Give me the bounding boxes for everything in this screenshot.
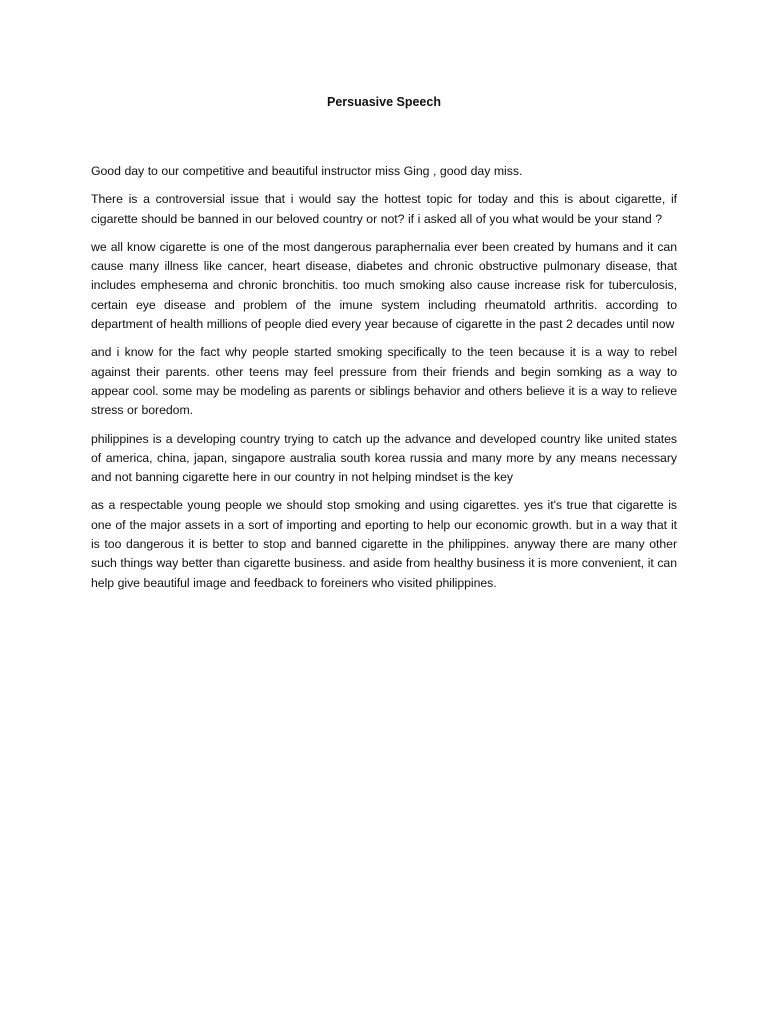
document-title: Persuasive Speech [327, 95, 441, 109]
paragraph-philippines: philippines is a developing country trying to catch up the advance and developed country like united states of america, china, japan, singapore australia south korea russia and many more by any means necessary and not banning cigarette here in our country in not helping mindset is the key [91, 431, 677, 485]
paragraph-teen-smoking: and i know for the fact why people started smoking specifically to the teen because it is a way to rebel against their parents. other teens may feel pressure from their friends and begin somking as a way to appear cool. some may be modeling as parents or siblings behavior and others believe it is a way to relieve stress or boredom. [91, 345, 677, 418]
paragraph-greeting: Good day to our competitive and beautiful instructor miss Ging , good day miss. [91, 164, 523, 178]
paragraph-conclusion: as a respectable young people we should stop smoking and using cigarettes. yes it's true that cigarette is one of the major assets in a sort of importing and eporting to help our economic growth. but in a way that it is too dangerous it is better to stop and banned cigarette in the philippines. anyway there are many other such things way better than cigarette business. and aside from healthy business it is more convenient, it can help give beautiful image and feedback to foreiners who visited philippines. [91, 498, 677, 590]
paragraph-issue: There is a controversial issue that i would say the hottest topic for today and this is about cigarette, if cigarette should be banned in our beloved country or not? if i asked all of you what would be your stand ? [91, 192, 677, 226]
paragraph-dangers: we all know cigarette is one of the most dangerous paraphernalia ever been created by humans and it can cause many illness like cancer, heart disease, diabetes and chronic obstructive pulmonary disease, that includes emphesema and chronic bronchitis. too much smoking also cause increase risk for tuberculosis, certain eye disease and problem of the imune system including rheumatold arthritis. according to department of health millions of people died every year because of cigarette in the past 2 decades until now [91, 239, 677, 332]
